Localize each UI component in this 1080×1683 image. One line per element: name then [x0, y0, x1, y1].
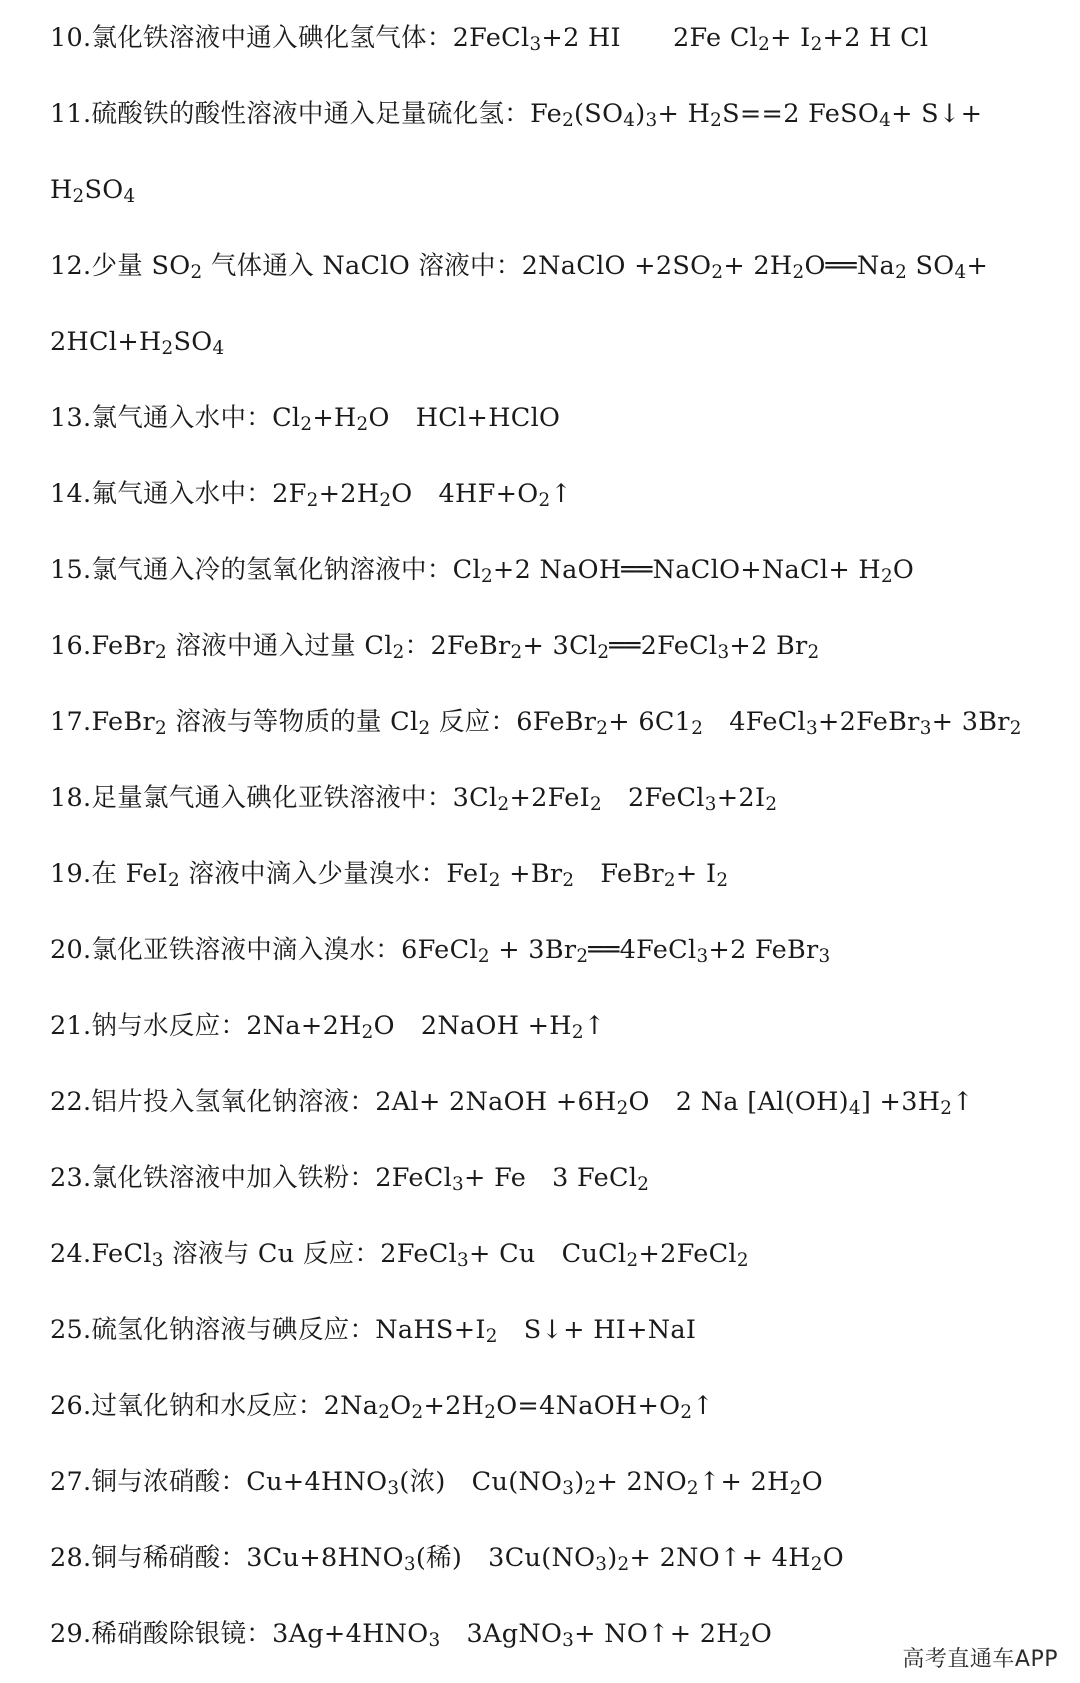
reaction-label: 13.氯气通入水中：	[50, 403, 273, 433]
reaction-equation: $2Na_2O_2+2H_2O=4NaOH+O_2↑$	[323, 1391, 714, 1424]
reaction-label: 22.铝片投入氢氧化钠溶液：	[50, 1087, 376, 1117]
reaction-line	[50, 304, 1060, 380]
reaction-equation: $3Cu+8HNO_3$(稀) $3Cu(NO_3)_2+$ 2NO↑+ $4H_2O$	[246, 1543, 844, 1576]
reaction-label: 21.钠与水反应：	[50, 1011, 247, 1041]
reaction-line	[50, 1216, 1060, 1292]
reaction-label: 25.硫氢化钠溶液与碘反应：	[50, 1315, 376, 1345]
reaction-equation: $H_2SO_4$	[50, 175, 136, 208]
reaction-line	[50, 380, 1060, 456]
reaction-equation: 2Al+ 2NaOH $+6H_2O$ 2 Na $[Al(OH)_4]$ $+3H_2↑$	[375, 1087, 974, 1120]
reaction-label: 17.FeBr$_2$ 溶液与等物质的量 $Cl_2$ 反应：	[50, 707, 517, 740]
reaction-label: 26.过氧化钠和水反应：	[50, 1391, 324, 1421]
document-body	[50, 0, 1060, 1672]
reaction-line	[50, 836, 1060, 912]
reaction-line	[50, 0, 1060, 76]
reaction-line	[50, 760, 1060, 836]
reaction-label: 14.氟气通入水中：	[50, 479, 273, 509]
reaction-equation: $Cl_2+2$ NaOH══NaClO+NaCl+ $H_2O$	[452, 555, 915, 588]
reaction-equation: $2Na+2H_2O$ 2NaOH $+H_2↑$	[246, 1011, 606, 1044]
reaction-equation: $NaHS+I_2$ S↓+ HI+NaI	[375, 1315, 697, 1348]
reaction-label: 24.FeCl$_3$ 溶液与 Cu 反应：	[50, 1239, 381, 1272]
reaction-label: 11.硫酸铁的酸性溶液中通入足量硫化氢：	[50, 99, 531, 129]
reaction-label: 19.在 FeI$_2$ 溶液中滴入少量溴水：	[50, 859, 447, 892]
reaction-line	[50, 532, 1060, 608]
reaction-line	[50, 1520, 1060, 1596]
reaction-line	[50, 912, 1060, 988]
reaction-label: 10.氯化铁溶液中通入碘化氢气体：	[50, 23, 453, 53]
reaction-label: 23.氯化铁溶液中加入铁粉：	[50, 1163, 376, 1193]
reaction-line	[50, 1444, 1060, 1520]
reaction-line	[50, 152, 1060, 228]
reaction-equation: 2FeCl$_3$+ Fe 3 FeCl$_2$	[375, 1163, 650, 1196]
reaction-label: 18.足量氯气通入碘化亚铁溶液中：	[50, 783, 453, 813]
reaction-equation: $Cu+4HNO_3$(浓) $Cu(NO_3)_2+$ $2NO_2↑+ 2H_2O$	[246, 1467, 823, 1500]
reaction-equation: $Fe_2(SO_4)_3+ H_2S==2$ FeSO$_4$+ S↓+	[530, 99, 983, 132]
reaction-equation: 2NaClO $+2SO_2+$ $2H_2O══Na_2$ $SO_4+$	[521, 251, 989, 284]
reaction-label: 20.氯化亚铁溶液中滴入溴水：	[50, 935, 402, 965]
reaction-label: 29.稀硝酸除银镜：	[50, 1619, 273, 1649]
reaction-label: 15.氯气通入冷的氢氧化钠溶液中：	[50, 555, 453, 585]
reaction-equation: $3Cl_2+2FeI_2$ $2FeCl_3+2I_2$	[452, 783, 778, 816]
reaction-label: 27.铜与浓硝酸：	[50, 1467, 247, 1497]
reaction-line	[50, 1292, 1060, 1368]
reaction-equation: $Cl_2+H_2O$ HCl+HClO	[272, 403, 561, 436]
reaction-line	[50, 988, 1060, 1064]
watermark-text: 高考直通车APP	[902, 1647, 1058, 1672]
reaction-equation: $2HCl+H_2SO_4$	[50, 327, 225, 360]
reaction-line	[50, 1064, 1060, 1140]
reaction-line	[50, 608, 1060, 684]
reaction-equation: 2FeCl$_3$+ Cu CuCl$_2$+2FeCl$_2$	[380, 1239, 749, 1272]
reaction-equation: 6FeCl$_2$ + $3Br_2══4FeCl_3+2$ FeBr$_3$	[401, 935, 831, 968]
reaction-label: 12.少量 $SO_2$ 气体通入 NaClO 溶液中：	[50, 251, 522, 284]
reaction-line	[50, 1368, 1060, 1444]
reaction-line	[50, 1140, 1060, 1216]
reaction-line	[50, 456, 1060, 532]
reaction-equation: 2FeCl$_3$+2 HI 2Fe $Cl_2+ I_2+2$ H Cl	[452, 23, 929, 56]
reaction-line	[50, 228, 1060, 304]
reaction-label: 16.FeBr$_2$ 溶液中通入过量 $Cl_2$：	[50, 631, 431, 664]
reaction-equation: $2F_2+2H_2O$ $4HF+O_2↑$	[272, 479, 573, 512]
reaction-line	[50, 76, 1060, 152]
reaction-equation: 2FeBr$_2$+ $3Cl_2══2FeCl_3+2$ $Br_2$	[430, 631, 820, 664]
reaction-equation: 6FeBr$_2$+ $6C1_2$ 4FeCl$_3$+2FeBr$_3$+ $3Br_2$	[516, 707, 1022, 740]
reaction-label: 28.铜与稀硝酸：	[50, 1543, 247, 1573]
reaction-line	[50, 684, 1060, 760]
reaction-equation: $FeI_2 +Br_2$ FeBr$_2$+ $I_2$	[446, 859, 729, 892]
reaction-equation: $3Ag+4HNO_3$ 3AgNO$_3$+ NO↑+ $2H_2O$	[272, 1619, 773, 1652]
